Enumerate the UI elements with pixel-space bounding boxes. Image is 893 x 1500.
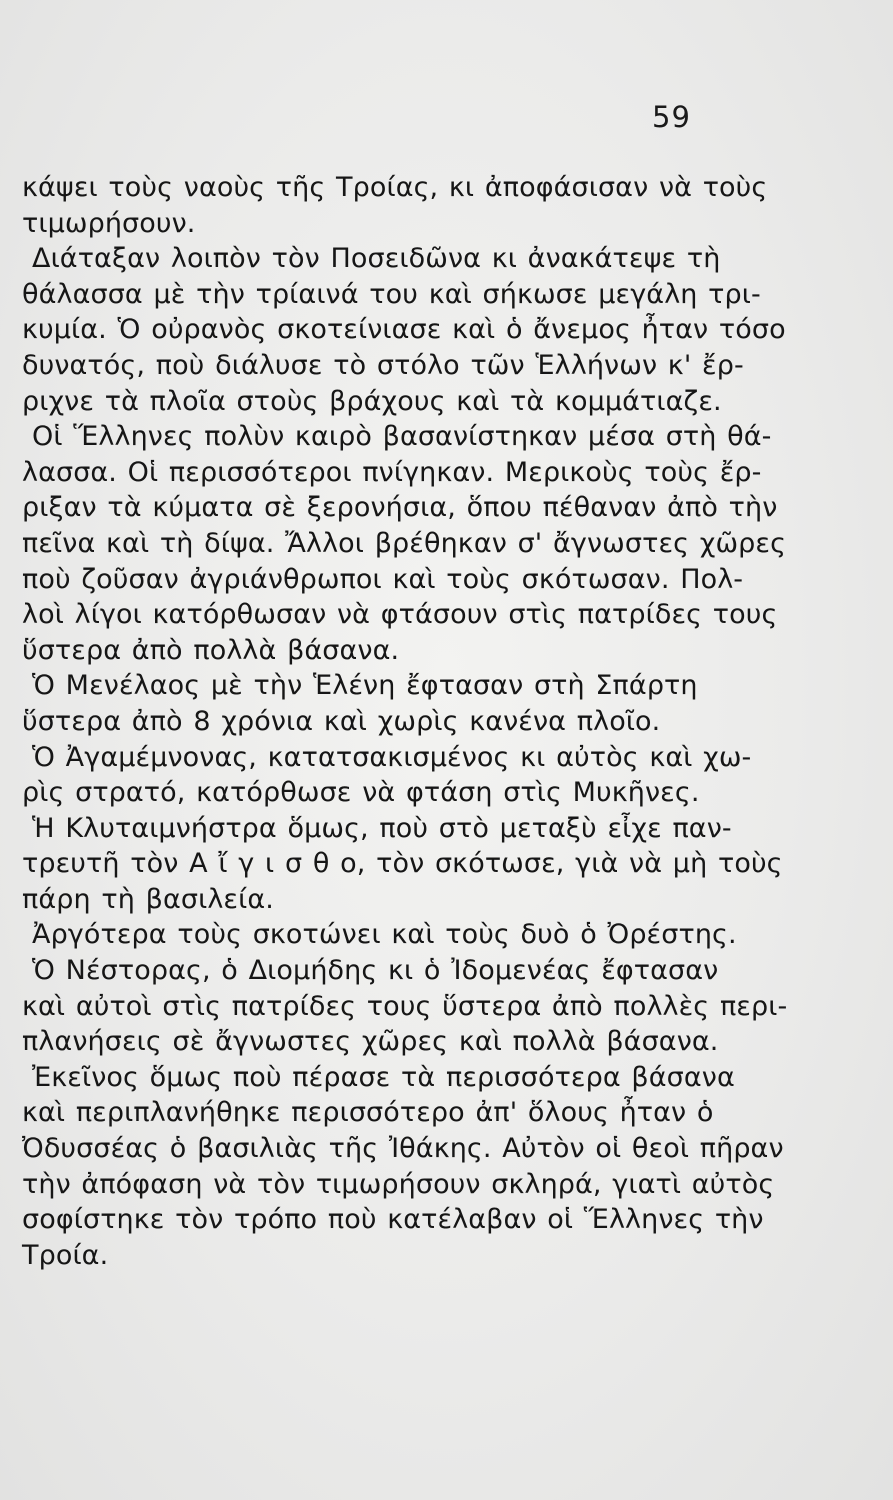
page-number: 59	[652, 100, 691, 134]
text-line: Τροία.	[22, 1239, 109, 1271]
text-line: Ὁ Μενέλαος μὲ τὴν Ἑλένη ἔφτασαν στὴ Σπάρτη	[32, 670, 698, 702]
text-line: σοφίστηκε τὸν τρόπο ποὺ κατέλαβαν οἱ Ἕλληνες τὴν	[22, 1204, 764, 1236]
body-text	[22, 170, 872, 1273]
text-line: θάλασσα μὲ τὴν τρίαινά του καὶ σήκωσε μεγάλη τρι-	[22, 278, 761, 310]
text-line: τὴν ἀπόφαση νὰ τὸν τιμωρήσουν σκληρά, γιατὶ αὐτὸς	[22, 1168, 775, 1200]
text-line: καὶ περιπλανήθηκε περισσότερο ἀπ' ὅλους ἦταν ὁ	[22, 1097, 714, 1129]
text-line: ριξαν τὰ κύματα σὲ ξερονήσια, ὅπου πέθαναν ἀπὸ τὴν	[22, 492, 778, 524]
text-line: λοὶ λίγοι κατόρθωσαν νὰ φτάσουν στὶς πατρίδες τους	[22, 599, 778, 631]
text-line: δυνατός, ποὺ διάλυσε τὸ στόλο τῶν Ἑλλήνων κ' ἔρ-	[22, 349, 744, 381]
text-line: ριχνε τὰ πλοῖα στοὺς βράχους καὶ τὰ κομμάτιαζε.	[22, 385, 722, 417]
text-line: Ἀργότερα τοὺς σκοτώνει καὶ τοὺς δυὸ ὁ Ὀρέστης.	[32, 919, 737, 951]
text-line: Ὁ Ἀγαμέμνονας, κατατσακισμένος κι αὐτὸς καὶ χω-	[32, 741, 752, 773]
text-line: Ἡ Κλυταιμνήστρα ὅμως, ποὺ στὸ μεταξὺ εἶχε παν-	[32, 812, 732, 844]
text-line: Ἐκεῖνος ὅμως ποὺ πέρασε τὰ περισσότερα βάσανα	[32, 1061, 735, 1093]
text-line: Διάταξαν λοιπὸν τὸν Ποσειδῶνα κι ἀνακάτεψε τὴ	[32, 243, 721, 275]
text-line: πεῖνα καὶ τὴ δίψα. Ἄλλοι βρέθηκαν σ' ἄγνωστες χῶρες	[22, 527, 787, 559]
text-line: λασσα. Οἱ περισσότεροι πνίγηκαν. Μερικοὺς τοὺς ἔρ-	[22, 456, 762, 488]
text-line: ὕστερα ἀπὸ πολλὰ βάσανα.	[22, 634, 400, 666]
text-line: ὕστερα ἀπὸ 8 χρόνια καὶ χωρὶς κανένα πλοῖο.	[22, 705, 661, 737]
text-line: καὶ αὐτοὶ στὶς πατρίδες τους ὕστερα ἀπὸ πολλὲς περι-	[22, 990, 788, 1022]
text-line: πάρη τὴ βασιλεία.	[22, 883, 274, 915]
text-line: πλανήσεις σὲ ἄγνωστες χῶρες καὶ πολλὰ βάσανα.	[22, 1026, 719, 1058]
text-line: Οἱ Ἕλληνες πολὺν καιρὸ βασανίστηκαν μέσα στὴ θά-	[32, 421, 772, 453]
text-line: Ὁ Νέστορας, ὁ Διομήδης κι ὁ Ἰδομενέας ἔφτασαν	[32, 955, 719, 987]
text-line: τιμωρήσουν.	[22, 207, 196, 239]
text-line: ποὺ ζοῦσαν ἀγριάνθρωποι καὶ τοὺς σκότωσαν. Πολ-	[22, 563, 744, 595]
text-line: κάψει τοὺς ναοὺς τῆς Τροίας, κι ἀποφάσισαν νὰ τοὺς	[22, 172, 768, 203]
text-line: ρὶς στρατό, κατόρθωσε νὰ φτάση στὶς Μυκῆνες.	[22, 777, 700, 809]
text-line: κυμία. Ὁ οὐρανὸς σκοτείνιασε καὶ ὁ ἄνεμος ἦταν τόσο	[22, 314, 786, 346]
text-line: Ὀδυσσέας ὁ βασιλιὰς τῆς Ἰθάκης. Αὐτὸν οἱ θεοὶ πῆραν	[22, 1133, 784, 1165]
text-line: τρευτῆ τὸν Α ἴ γ ι σ θ ο, τὸν σκότωσε, γιὰ νὰ μὴ τοὺς	[22, 848, 783, 880]
